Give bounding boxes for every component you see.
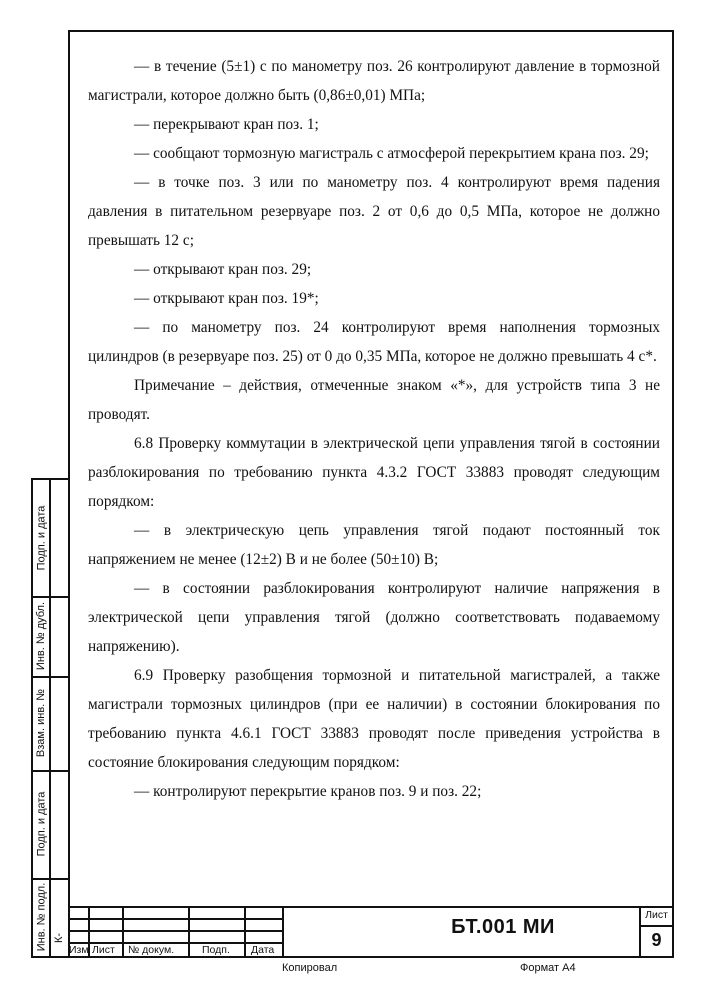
paragraph: — открывают кран поз. 29; (134, 261, 312, 278)
title-block-sheet-line (639, 925, 674, 927)
paragraph: Примечание – действия, отмеченные знаком «*», для устройств типа 3 не проводят. (88, 377, 660, 423)
side-label-original-inv: Инв. № подл. (35, 882, 47, 952)
side-cell-inv-value (50, 920, 68, 956)
side-label-sign-date-2: Подп. и дата (35, 791, 48, 857)
side-cell-sign-date-1 (33, 480, 49, 596)
sheet-label: Лист (645, 909, 668, 921)
side-label-sign-date-1: Подп. и дата (35, 505, 48, 571)
side-strip (31, 478, 68, 958)
side-cell-original-inv (33, 878, 49, 956)
title-block-top-line (68, 906, 674, 908)
title-block (68, 906, 674, 958)
paragraph: 6.8 Проверку коммутации в электрической цепи управления тягой в состоянии разблокирования по требованию пункта 4.3.2 ГОСТ 33883 проводят следующим порядком: (88, 435, 660, 510)
paragraph: — в состоянии разблокирования контролируют наличие напряжения в электрической цепи управления тягой (должно соответствовать подаваемому напряжению). (88, 580, 660, 655)
column-doc-number: № докум. (128, 944, 175, 956)
paragraph: — в течение (5±1) с по манометру поз. 26 контролируют давление в тормозной магистрали, которое должно быть (0,86±0,01) МПа; (88, 58, 660, 104)
side-strip-divider (49, 480, 51, 956)
sheet-number: 9 (651, 930, 662, 950)
column-izm: Изм (69, 944, 89, 956)
column-signature: Подп. (202, 944, 230, 956)
paragraph: — в электрическую цепь управления тягой подают постоянный ток напряжением не менее (12±2) В и не более (50±10) В; (88, 522, 660, 568)
paragraph: — перекрывают кран поз. 1; (134, 116, 319, 133)
paragraph: — сообщают тормозную магистраль с атмосферой перекрытием крана поз. 29; (134, 145, 649, 162)
side-cell-dup-inv (33, 596, 49, 676)
paragraph: — контролируют перекрытие кранов поз. 9 и поз. 22; (134, 783, 482, 800)
title-block-col-line (122, 906, 124, 958)
document-body (88, 52, 660, 806)
paragraph: — открывают кран поз. 19*; (134, 290, 319, 307)
title-block-col-line (282, 906, 284, 958)
paragraph: — по манометру поз. 24 контролируют время наполнения тормозных цилиндров (в резервуаре поз. 25) от 0 до 0,35 МПа, которое не должно превышать 4 с*. (88, 319, 660, 365)
paragraph: 6.9 Проверку разобщения тормозной и питательной магистралей, а также магистрали тормозных цилиндров (при ее наличии) в состоянии блокирования по требованию пункта 4.6.1 ГОСТ 33883 проводят после приведения устройства в состояние блокирования следующим порядком: (88, 667, 660, 771)
title-block-row-line (68, 930, 283, 932)
title-block-col-line (244, 906, 246, 958)
side-cell-replace-inv (33, 676, 49, 770)
column-date: Дата (251, 944, 275, 956)
side-cell-sign-date-2 (33, 770, 49, 878)
paragraph: — в точке поз. 3 или по манометру поз. 4 контролируют время падения давления в питательном резервуаре поз. 2 от 0,6 до 0,5 МПа, которое не должно превышать 12 с; (88, 174, 660, 249)
side-inv-value: К- (52, 932, 65, 944)
side-label-replace-inv: Взам. инв. № (35, 688, 47, 758)
footer-format: Формат А4 (520, 962, 576, 974)
title-block-col-line (188, 906, 190, 958)
document-code: БТ.001 МИ (451, 916, 555, 938)
column-list: Лист (92, 944, 115, 956)
footer-copied: Копировал (282, 962, 338, 974)
title-block-row-line (68, 918, 283, 920)
side-label-dup-inv: Инв. № дубл. (35, 601, 47, 671)
